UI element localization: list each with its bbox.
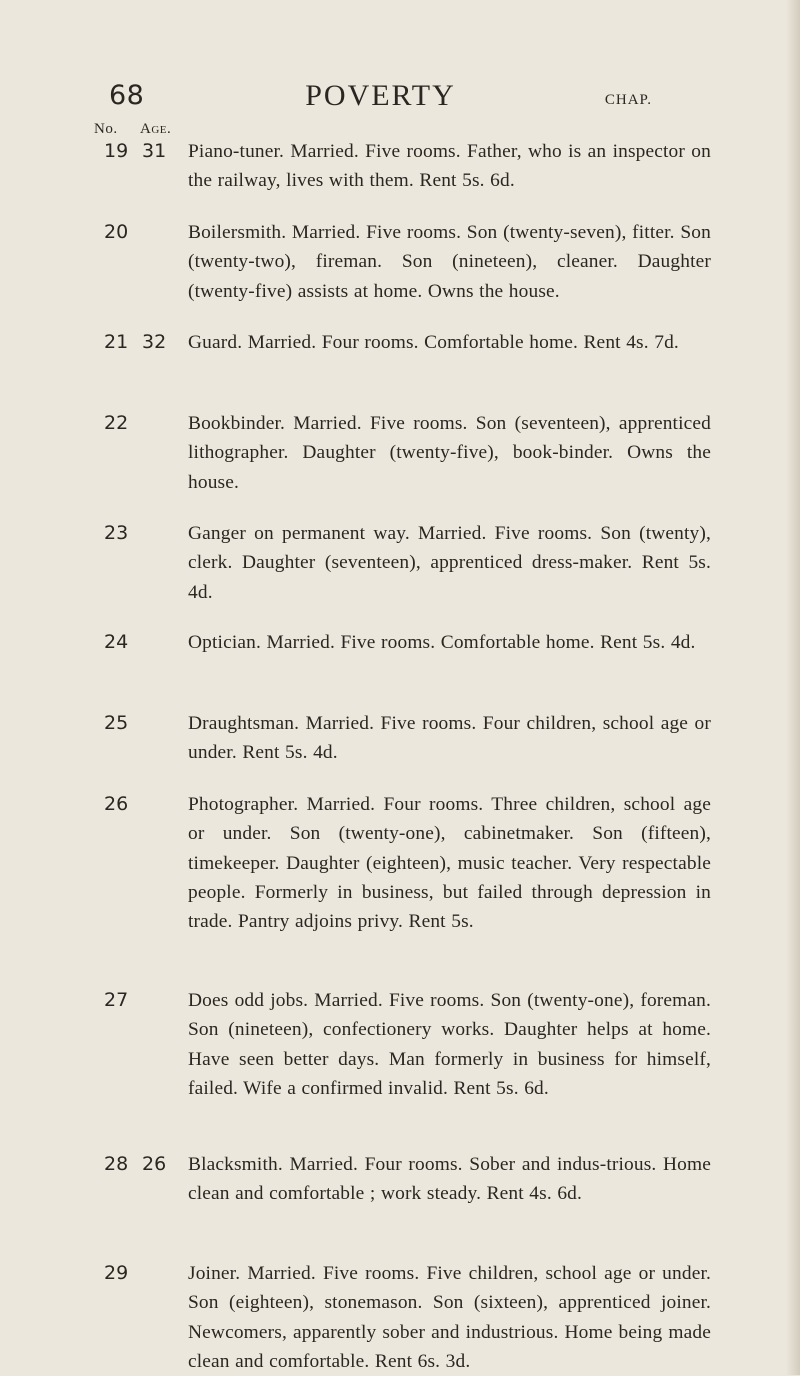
column-heading-no: No. — [94, 121, 118, 137]
entry-number: 22 — [104, 412, 129, 434]
entry-description: Ganger on permanent way. Married. Five rooms. Son (twenty), clerk. Daughter (seventeen), apprenticed dress-maker. Rent 5s. 4d. — [188, 523, 711, 603]
entry-description: Boilersmith. Married. Five rooms. Son (twenty-seven), fitter. Son (twenty-two), fireman. Son (nineteen), cleaner. Daughter (twenty-five) assists at home. Owns the house. — [188, 222, 711, 302]
entry-number: 25 — [104, 712, 129, 734]
entry-description: Photographer. Married. Four rooms. Three children, school age or under. Son (twenty-one), cabinetmaker. Son (fifteen), timekeeper. Daughter (eighteen), music teacher. Very respectable people. Formerly in business, but failed through depression in trade. Pantry adjoins privy. Rent 5s. — [188, 794, 711, 933]
entry-age: 32 — [142, 331, 167, 353]
entry-description: Bookbinder. Married. Five rooms. Son (seventeen), apprenticed lithographer. Daughter (twenty-five), book-binder. Owns the house. — [188, 413, 711, 493]
entry-description: Does odd jobs. Married. Five rooms. Son (twenty-one), foreman. Son (nineteen), confectionery works. Daughter helps at home. Have seen better days. Man formerly in business for himself, failed. Wife a confirmed invalid. Rent 5s. 6d. — [188, 990, 711, 1099]
entry-number: 28 — [104, 1153, 129, 1175]
column-heading-age: Age. — [140, 121, 172, 137]
chapter-label: CHAP. — [604, 92, 652, 108]
entry-number: 23 — [104, 522, 129, 544]
entry-age: 31 — [142, 140, 167, 162]
entry-description: Joiner. Married. Five rooms. Five children, school age or under. Son (eighteen), stonemason. Son (sixteen), apprenticed joiner. Newcomers, apparently sober and industrious. Home being made clean and comfortable. Rent 6s. 3d. — [188, 1263, 711, 1372]
entry-age: 26 — [142, 1153, 167, 1175]
entry-number: 19 — [104, 140, 129, 162]
entry-description: Blacksmith. Married. Four rooms. Sober and indus-trious. Home clean and comfortable ; work steady. Rent 4s. 6d. — [188, 1154, 711, 1205]
entry-number: 20 — [104, 221, 129, 243]
entry-number: 29 — [104, 1262, 129, 1284]
entry-description: Draughtsman. Married. Five rooms. Four children, school age or under. Rent 5s. 4d. — [188, 713, 711, 764]
page-number: 68 — [109, 80, 145, 111]
entry-description: Optician. Married. Five rooms. Comfortable home. Rent 5s. 4d. — [188, 632, 696, 653]
running-title: POVERTY — [305, 79, 456, 112]
entry-description: Piano-tuner. Married. Five rooms. Father, who is an inspector on the railway, lives with them. Rent 5s. 6d. — [188, 141, 711, 192]
entry-number: 21 — [104, 331, 129, 353]
entry-description: Guard. Married. Four rooms. Comfortable home. Rent 4s. 7d. — [188, 332, 679, 353]
entry-number: 27 — [104, 989, 129, 1011]
entry-number: 24 — [104, 631, 129, 653]
entry-number: 26 — [104, 793, 129, 815]
